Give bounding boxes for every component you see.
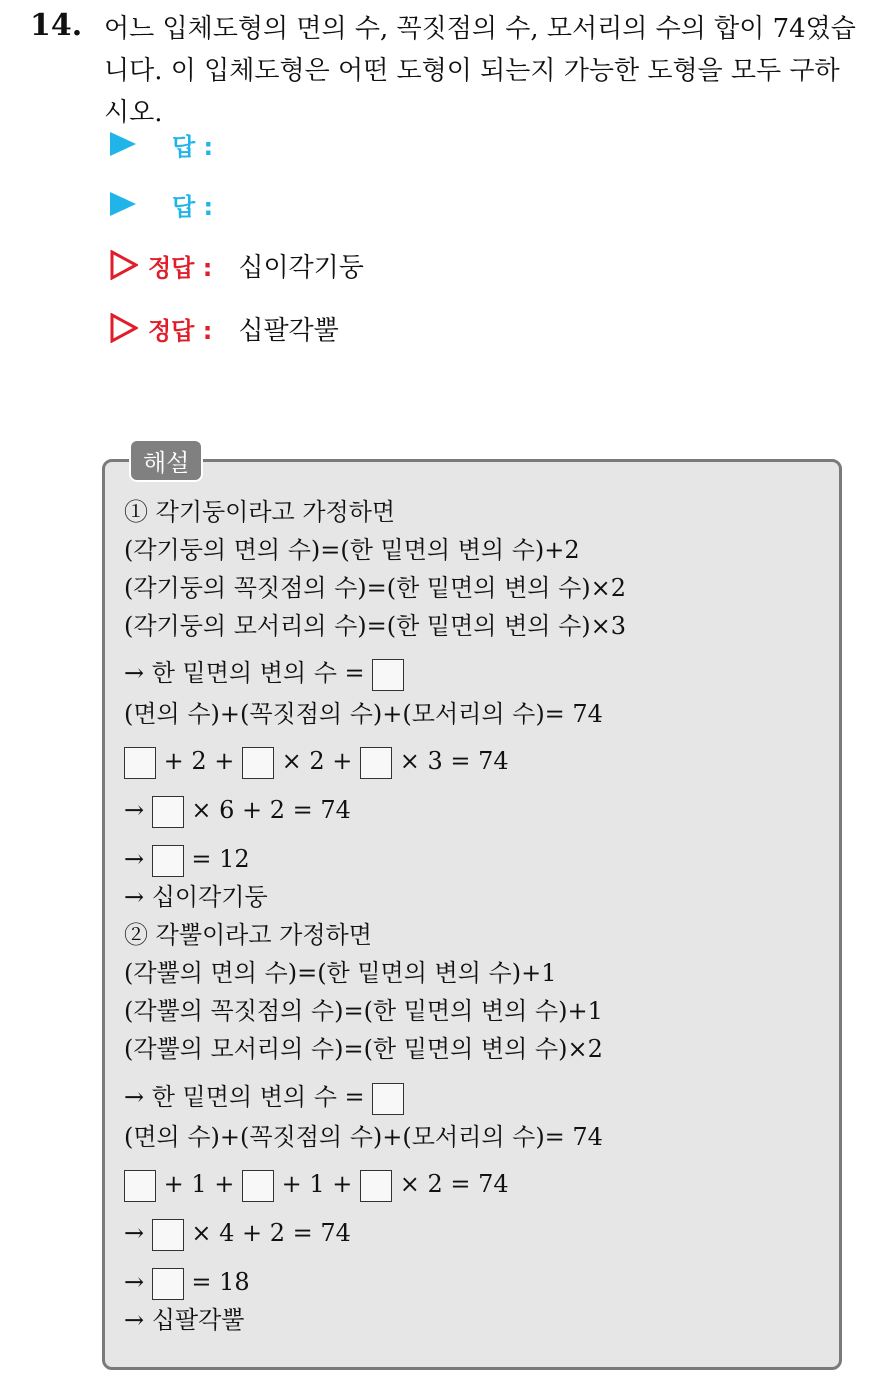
blank-box [152,845,184,877]
answer-row-1 [110,124,213,164]
explanation-tag: 해설 [129,439,203,482]
blank-box [124,747,156,779]
explanation-equation [124,793,351,828]
correct-answer-row-2 [110,308,339,348]
equation-part: = 12 [191,845,250,873]
explanation-line [124,1080,404,1115]
equation-part: × 3 = 74 [399,747,509,775]
blank-box [372,1083,404,1115]
correct-answer-value: 십이각기둥 [238,252,364,283]
correct-answer-label: 정답 : [148,316,213,345]
blank-box [152,1268,184,1300]
explanation-line: (각뿔의 면의 수)=(한 밑면의 변의 수)+1 [124,959,557,987]
explanation-line: (면의 수)+(꼭짓점의 수)+(모서리의 수)= 74 [124,1123,603,1151]
triangle-play-icon [110,132,136,156]
explanation-line: (면의 수)+(꼭짓점의 수)+(모서리의 수)= 74 [124,700,603,728]
arrow-text: → [124,845,145,873]
correct-answer-label: 정답 : [148,253,213,282]
explanation-line: → 십이각기둥 [124,883,268,911]
equation-part: × 4 + 2 = 74 [191,1219,351,1247]
explanation-line: → 십팔각뿔 [124,1306,245,1334]
explanation-line: (각뿔의 꼭짓점의 수)=(한 밑면의 변의 수)+1 [124,997,603,1025]
answer-label: 답 : [172,192,214,221]
answer-label: 답 : [172,132,214,161]
explanation-line: (각기둥의 면의 수)=(한 밑면의 변의 수)+2 [124,536,580,564]
arrow-text: → [124,1268,145,1296]
blank-box [242,747,274,779]
explanation-line: ② 각뿔이라고 가정하면 [124,921,372,949]
explanation-equation [124,842,250,877]
explanation-text: → 한 밑면의 변의 수 = [124,1083,365,1111]
blank-box [372,659,404,691]
question-text: 어느 입체도형의 면의 수, 꼭짓점의 수, 모서리의 수의 합이 74였습니다. 이 입체도형은 어떤 도형이 되는지 가능한 도형을 모두 구하시오. [104,14,856,128]
explanation-line: (각기둥의 모서리의 수)=(한 밑면의 변의 수)×3 [124,612,627,640]
correct-answer-row-1 [110,245,364,285]
arrow-text: → [124,1219,145,1247]
blank-box [124,1170,156,1202]
blank-box [242,1170,274,1202]
blank-box [152,1219,184,1251]
blank-box [152,796,184,828]
equation-part: × 2 = 74 [399,1170,509,1198]
explanation-equation [124,1265,250,1300]
correct-answer-value: 십팔각뿔 [238,315,339,346]
question-number: 14. [30,8,83,43]
explanation-line: (각기둥의 꼭짓점의 수)=(한 밑면의 변의 수)×2 [124,574,627,602]
equation-part: + 1 + [163,1170,235,1198]
explanation-equation [124,1216,351,1251]
blank-box [360,1170,392,1202]
equation-part: × 6 + 2 = 74 [191,796,351,824]
explanation-equation [124,744,509,779]
explanation-line: ① 각기둥이라고 가정하면 [124,498,396,526]
triangle-outline-icon [110,313,138,343]
explanation-line: (각뿔의 모서리의 수)=(한 밑면의 변의 수)×2 [124,1035,603,1063]
explanation-equation [124,1167,509,1202]
explanation-text: → 한 밑면의 변의 수 = [124,659,365,687]
equation-part: + 2 + [163,747,235,775]
equation-part: + 1 + [281,1170,353,1198]
equation-part: = 18 [191,1268,250,1296]
blank-box [360,747,392,779]
equation-part: × 2 + [281,747,353,775]
triangle-outline-icon [110,250,138,280]
triangle-play-icon [110,192,136,216]
arrow-text: → [124,796,145,824]
explanation-line [124,656,404,691]
answer-row-2 [110,184,213,224]
